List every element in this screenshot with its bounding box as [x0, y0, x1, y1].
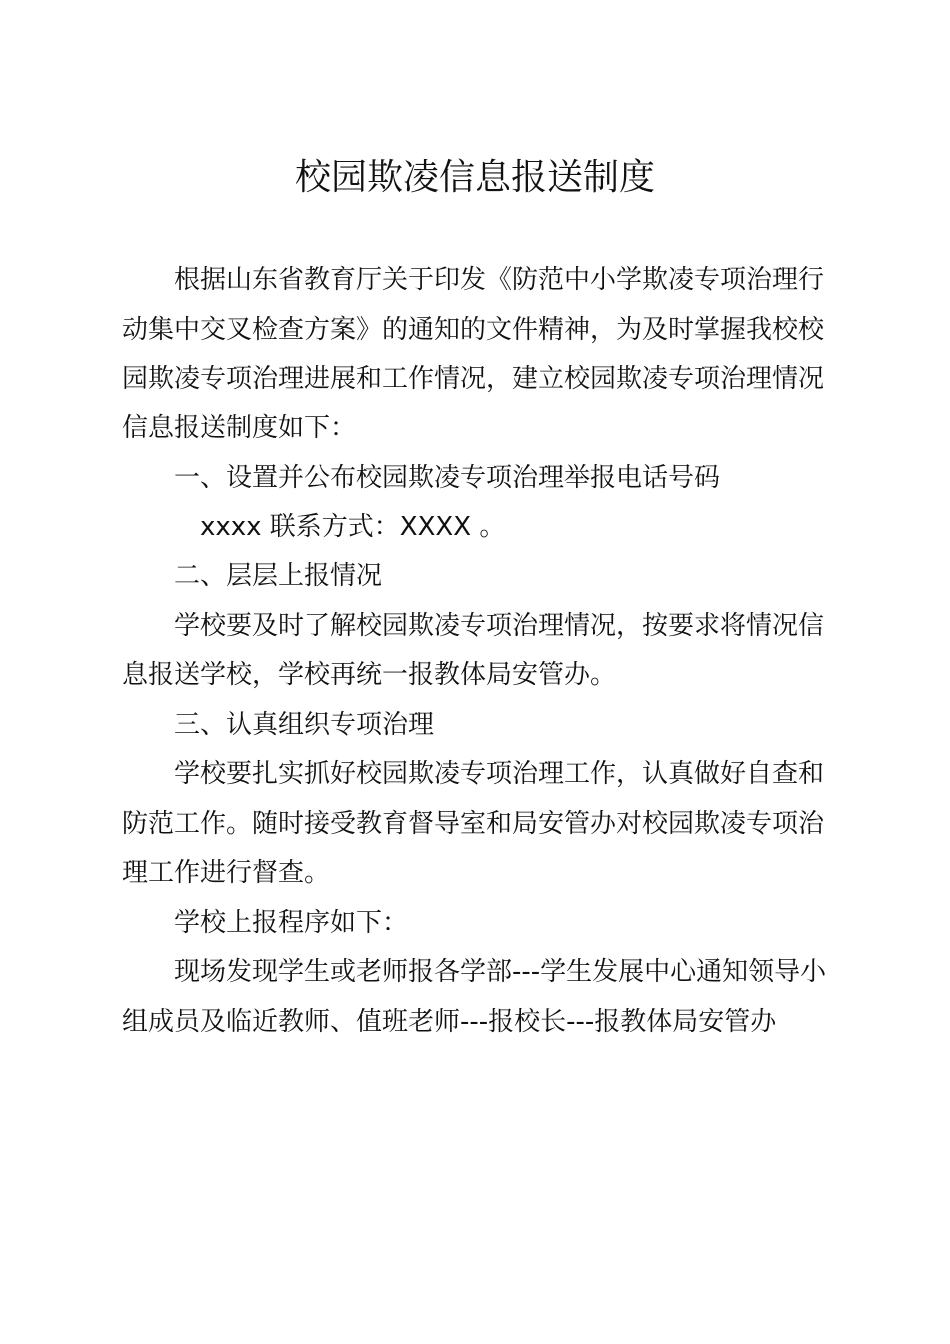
document-title: 校园欺凌信息报送制度 [294, 157, 655, 198]
intro-line-2: 动集中交叉检查方案》的通知的文件精神，为及时掌握我校校 [122, 315, 825, 345]
section3-line-2: 防范工作。随时接受教育督导室和局安管办对校园欺凌专项治 [122, 809, 825, 839]
section1-heading: 一、设置并公布校园欺凌专项治理举报电话号码 [174, 463, 721, 493]
intro-line-1: 根据山东省教育厅关于印发《防范中小学欺凌专项治理行 [174, 265, 825, 295]
section2-heading: 二、层层上报情况 [174, 561, 383, 591]
intro-line-4: 信息报送制度如下： [122, 413, 357, 443]
procedure-heading: 学校上报程序如下： [174, 908, 409, 938]
section2-line-2: 息报送学校，学校再统一报教体局安管办。 [122, 660, 617, 690]
section3-line-1: 学校要扎实抓好校园欺凌专项治理工作，认真做好自查和 [174, 759, 825, 789]
section3-heading: 三、认真组织专项治理 [174, 710, 435, 740]
section3-line-3: 理工作进行督查。 [122, 858, 331, 888]
section1-contact: xxxx 联系方式：XXXX 。 [200, 512, 506, 542]
section2-line-1: 学校要及时了解校园欺凌专项治理情况，按要求将情况信 [174, 611, 825, 641]
procedure-line-2: 组成员及临近教师、值班老师---报校长---报教体局安管办 [122, 1007, 777, 1037]
procedure-line-1: 现场发现学生或老师报各学部---学生发展中心通知领导小 [174, 957, 827, 987]
intro-line-3: 园欺凌专项治理进展和工作情况，建立校园欺凌专项治理情况 [122, 364, 825, 394]
